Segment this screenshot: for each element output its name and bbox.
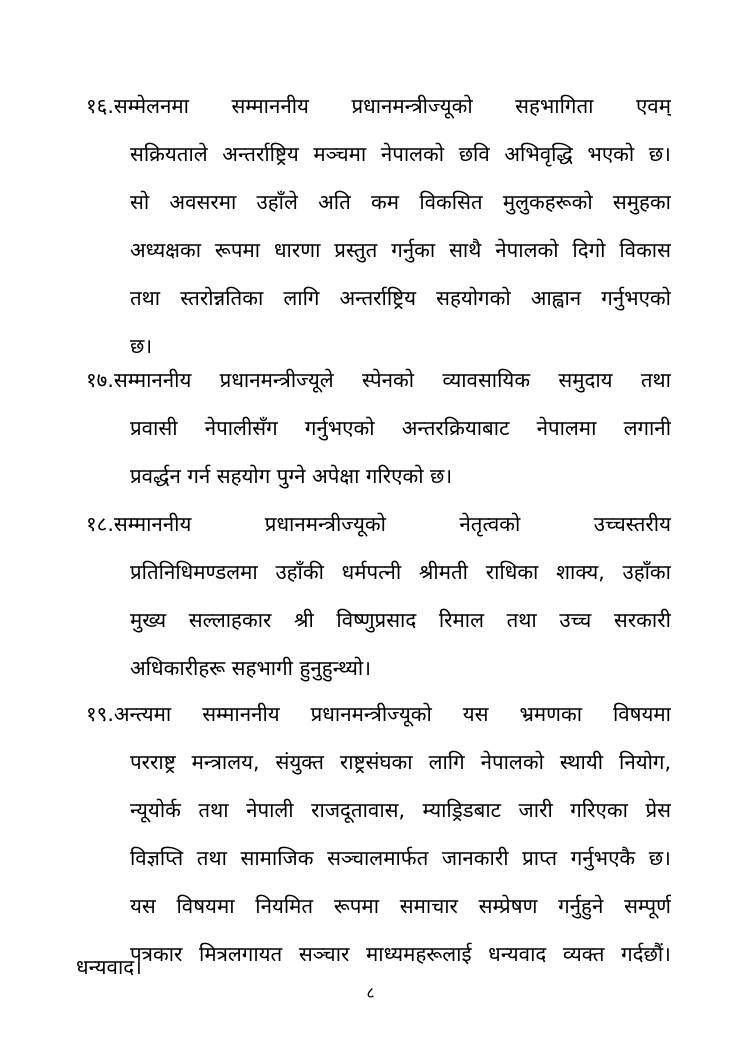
word: स्तरोन्नतिका — [180, 286, 264, 310]
word: अवसरमा — [169, 190, 237, 214]
word: विकास — [619, 238, 671, 262]
word: भएको — [587, 142, 635, 166]
paragraph-line — [86, 500, 671, 548]
word: श्रीमती — [418, 560, 468, 584]
word: यस — [130, 894, 156, 918]
word: सम्प्रेषण — [478, 894, 538, 918]
paragraph-line — [130, 130, 671, 178]
word: लगानी — [623, 416, 671, 440]
word: नेपालीसँग — [204, 416, 278, 440]
word: सक्रियताले — [130, 142, 208, 166]
paragraph-line — [86, 82, 671, 130]
word: भ्रमणका — [519, 702, 582, 726]
word: विषयमा — [612, 702, 671, 726]
word: आह्वान — [530, 286, 582, 310]
word: प्रवासी — [130, 416, 178, 440]
word: धर्मपत्नी — [341, 560, 402, 584]
word: उहाँले — [256, 190, 298, 214]
word: सहयोगको — [436, 286, 511, 310]
paragraph-line — [130, 786, 671, 834]
word: प्राप्त — [522, 846, 558, 870]
paragraph-line — [130, 178, 671, 226]
word: विषयमा — [176, 894, 235, 918]
word: साथै — [449, 238, 482, 262]
paragraph-line — [130, 548, 671, 596]
word: गर्नुभएको — [601, 286, 671, 310]
word: सो — [130, 190, 150, 214]
page-number: ८ — [366, 983, 375, 1002]
word: विज्ञप्ति — [130, 846, 184, 870]
paragraph-line — [86, 356, 671, 404]
word: विष्णुप्रसाद — [336, 608, 417, 632]
word: नियमित — [255, 894, 314, 918]
word: सञ्चार — [298, 942, 350, 966]
word: मित्रलगायत — [199, 942, 283, 966]
word: सहभागिता — [515, 94, 594, 118]
paragraph-line — [130, 274, 671, 322]
word: अन्तर्राष्ट्रिय — [222, 142, 299, 166]
word: सम्माननीय — [231, 94, 309, 118]
word: प्रेस — [645, 798, 671, 822]
word: अभिवृद्धि — [504, 142, 573, 166]
paragraph-line — [130, 404, 671, 452]
paragraph-last-line: अधिकारीहरू सहभागी हुनुहुन्थ्यो। — [130, 656, 371, 680]
paragraph-line — [130, 882, 671, 930]
word: उच्च — [559, 608, 592, 632]
word: यस — [462, 702, 489, 726]
word: नेपालको — [495, 238, 559, 262]
word: विकसित — [419, 190, 483, 214]
word: १७.सम्माननीय — [86, 368, 192, 392]
closing-text: धन्यवाद। — [76, 955, 142, 979]
paragraph-last-line: प्रवर्द्धन गर्न सहयोग पुग्ने अपेक्षा गरिएको छ। — [130, 464, 453, 488]
word: नेपालको — [380, 142, 445, 166]
word: माध्यमहरूलाई — [366, 942, 472, 966]
word: गरिएका — [570, 798, 628, 822]
word: राजदूतावास, — [311, 798, 406, 822]
word: जानकारी — [441, 846, 509, 870]
word: धारणा — [273, 238, 321, 262]
word: सल्लाहकार — [188, 608, 272, 632]
word: समुदाय — [558, 368, 613, 392]
word: मञ्चमा — [313, 142, 367, 166]
word: मुलुकहरूको — [502, 190, 593, 214]
word: स्पेनको — [361, 368, 415, 392]
word: तथा — [196, 846, 227, 870]
word: उच्चस्तरीय — [593, 512, 671, 536]
word: दिगो — [572, 238, 606, 262]
paragraph-line — [130, 834, 671, 882]
word: प्रधानमन्त्रीज्यूको — [264, 512, 386, 536]
paragraph-19 — [86, 690, 671, 978]
word: प्रधानमन्त्रीज्यूले — [219, 368, 334, 392]
word: नेतृत्वको — [459, 512, 521, 536]
word: समाचार — [399, 894, 458, 918]
word: रूपमा — [333, 894, 380, 918]
word: सम्माननीय — [202, 702, 280, 726]
word: कम — [371, 190, 400, 214]
paragraph-last-line: छ। — [130, 334, 153, 358]
word: पत्रकार — [130, 942, 183, 966]
word: स्थायी — [559, 750, 604, 774]
word: म्याड्रिडबाट — [422, 798, 502, 822]
word: नेपाली — [246, 798, 294, 822]
word: लागि — [283, 286, 320, 310]
word: मुख्य — [130, 608, 167, 632]
word: तथा — [130, 286, 161, 310]
word: प्रस्तुत — [334, 238, 378, 262]
word: प्रधानमन्त्रीज्यूको — [310, 702, 432, 726]
word: मन्त्रालय, — [191, 750, 260, 774]
word: गर्नुका — [391, 238, 436, 262]
word: १९.अन्त्यमा — [86, 702, 172, 726]
paragraph-line — [130, 226, 671, 274]
word: सम्पूर्ण — [624, 894, 671, 918]
word: लागि — [428, 750, 465, 774]
word: रिमाल — [438, 608, 485, 632]
word: अध्यक्षका — [130, 238, 202, 262]
word: धन्यवाद — [488, 942, 547, 966]
paragraph-17 — [86, 356, 671, 500]
paragraph-line — [130, 930, 671, 978]
word: तथा — [198, 798, 229, 822]
word: नेपालमा — [536, 416, 597, 440]
word: अति — [318, 190, 351, 214]
word: छ। — [648, 846, 671, 870]
word: तथा — [640, 368, 671, 392]
word: व्यक्त — [562, 942, 605, 966]
word: राष्ट्रसंघका — [339, 750, 413, 774]
word: अन्तरक्रियाबाट — [401, 416, 510, 440]
word: गर्नुभएकै — [570, 846, 636, 870]
paragraph-16 — [86, 82, 671, 370]
word: प्रधानमन्त्रीज्यूको — [351, 94, 473, 118]
word: एवम् — [635, 94, 671, 118]
word: संयुक्त — [275, 750, 324, 774]
word: सरकारी — [613, 608, 671, 632]
word: प्रतिनिधिमण्डलमा — [130, 560, 258, 584]
word: श्री — [293, 608, 314, 632]
word: गर्नुभएको — [304, 416, 375, 440]
word: शाक्य, — [556, 560, 605, 584]
word: १६.सम्मेलनमा — [86, 94, 189, 118]
word: छवि — [458, 142, 490, 166]
word: नियोग, — [619, 750, 671, 774]
word: राधिका — [485, 560, 539, 584]
word: १८.सम्माननीय — [86, 512, 192, 536]
word: जारी — [518, 798, 553, 822]
paragraph-line — [130, 596, 671, 644]
word: समुहका — [612, 190, 671, 214]
paragraph-line — [130, 738, 671, 786]
word: उहाँका — [622, 560, 671, 584]
word: गर्दछौं। — [621, 942, 671, 966]
word: तथा — [506, 608, 537, 632]
paragraph-18 — [86, 500, 671, 692]
word: न्यूयोर्क — [130, 798, 181, 822]
word: गर्नुहुने — [558, 894, 604, 918]
word: सञ्चालमार्फत — [327, 846, 429, 870]
word: छ। — [648, 142, 671, 166]
word: सामाजिक — [240, 846, 314, 870]
word: परराष्ट्र — [130, 750, 176, 774]
paragraph-line — [86, 690, 671, 738]
word: अन्तर्राष्ट्रिय — [339, 286, 417, 310]
word: रूपमा — [214, 238, 261, 262]
word: नेपालको — [480, 750, 544, 774]
word: व्यावसायिक — [442, 368, 531, 392]
word: उहाँकी — [275, 560, 324, 584]
